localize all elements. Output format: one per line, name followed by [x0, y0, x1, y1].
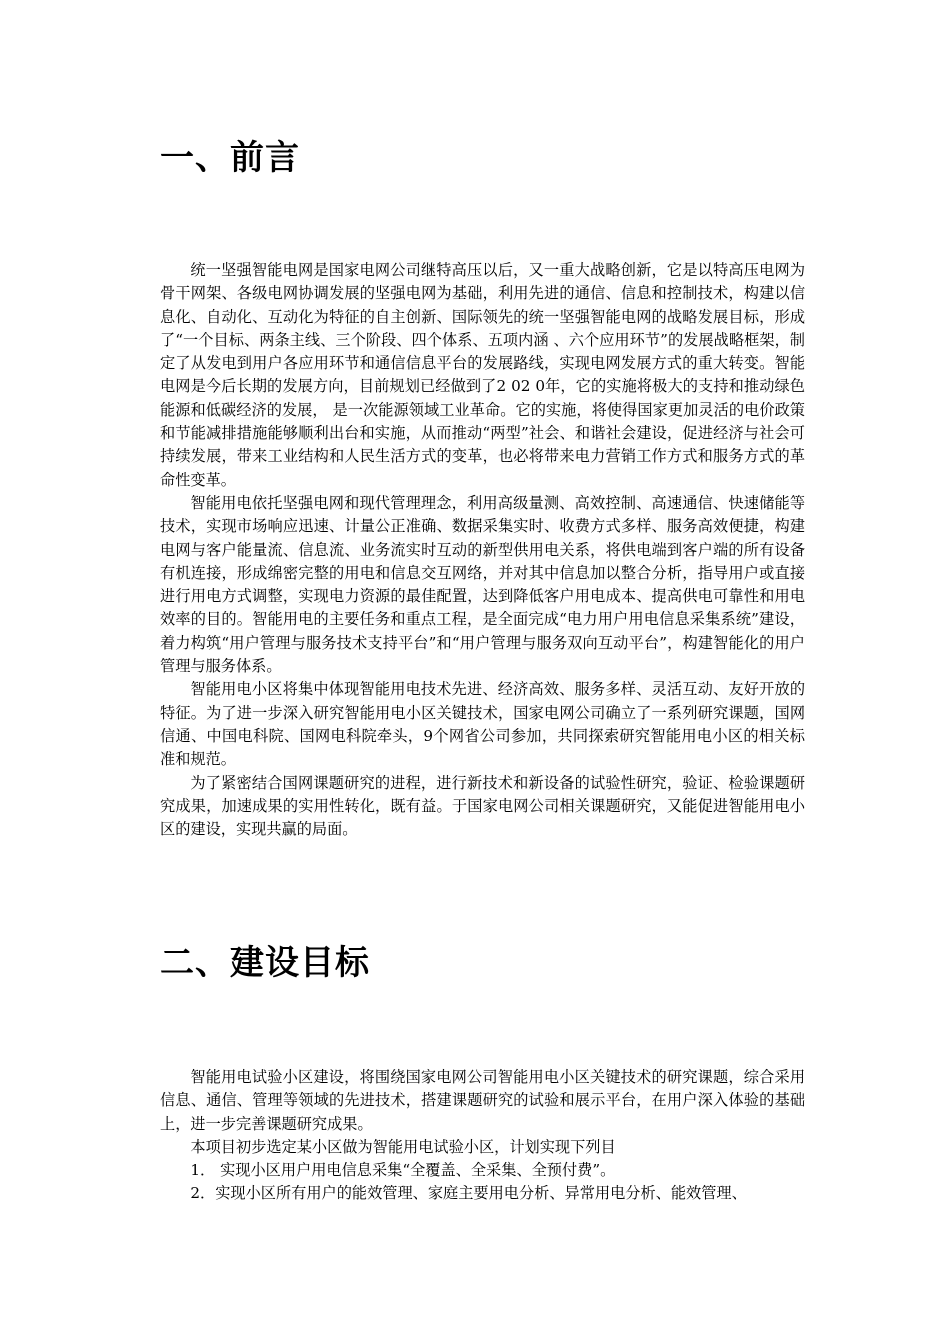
paragraph: 本项目初步选定某小区做为智能用电试验小区，计划实现下列目 — [190, 1137, 616, 1156]
paragraph: 智能用电依托坚强电网和现代管理理念，利用高级量测、高效控制、高速通信、快速储能等技术，实现市场响应迅速、计量公正准确、数据采集实时、收费方式多样、服务高效便捷，构建电网与客户能量流、信息流、业务流实时互动的新型供用电关系，将供电端到客户端的所有设备有机连接，形成绵密完整的用电和信息交互网络，并对其中信息加以整合分析，指导用户或直接进行用电方式调整，实现电力资源的最佳配置，达到降低客户用电成本、提高供电可靠性和用电效率的目的。智能用电的主要任务和重点工程，是全面完成“电力用户用电信息采集系统”建设，着力构筑“用户管理与服务技术支持平台”和“用户管理与服务双向互动平台”，构建智能化的用户管理与服务体系。 — [160, 493, 805, 676]
paragraph: 为了紧密结合国网课题研究的进程，进行新技术和新设备的试验性研究，验证、检验课题研究成果，加速成果的实用性转化，既有益。于国家电网公司相关课题研究，又能促进智能用电小区的建设，实现共赢的局面。 — [160, 773, 805, 839]
section-heading-goals: 二、建设目标 — [160, 943, 370, 983]
section-body-goals — [160, 1066, 805, 1206]
section-heading-preface: 一、前言 — [160, 138, 300, 178]
paragraph: 统一坚强智能电网是国家电网公司继特高压以后，又一重大战略创新，它是以特高压电网为骨干网架、各级电网协调发展的坚强电网为基础，利用先进的通信、信息和控制技术，构建以信息化、自动化、互动化为特征的自主创新、国际领先的统一坚强智能电网的战略发展目标，形成了“一个目标、两条主线、三个阶段、四个体系、五项内涵 、六个应用环节”的发展战略框架，制定了从发电到用户各应用环节和通信信息平台的发展路线，实现电网发展方式的重大转变。智能电网是今后长期的发展方向，目前规划已经做到了2 02 0年，它的实施将极大的支持和推动绿色能源和低碳经济的发展， 是一次能源领域工业革命。它的实施，将使得国家更加灵活的电价政策和节能减排措施能够顺利出台和实施，从而推动“两型”社会、和谐社会建设，促进经济与社会可持续发展，带来工业结构和人民生活方式的变革，也必将带来电力营销工作方式和服务方式的革命性变革。 — [160, 261, 805, 489]
section-body-preface — [160, 259, 805, 841]
paragraph: 智能用电小区将集中体现智能用电技术先进、经济高效、服务多样、灵活互动、友好开放的特征。为了进一步深入研究智能用电小区关键技术，国家电网公司确立了一系列研究课题，国网信通、中国电科院、国网电科院牵头，9个网省公司参加，共同探索研究智能用电小区的相关标准和规范。 — [160, 680, 805, 769]
list-item: 2．实现小区所有用户的能效管理、家庭主要用电分析、异常用电分析、能效管理、 — [190, 1184, 747, 1203]
list-item: 1． 实现小区用户用电信息采集“全覆盖、全采集、全预付费”。 — [190, 1161, 616, 1180]
paragraph: 智能用电试验小区建设，将围绕国家电网公司智能用电小区关键技术的研究课题，综合采用信息、通信、管理等领域的先进技术，搭建课题研究的试验和展示平台，在用户深入体验的基础上，进一步完善课题研究成果。 — [160, 1068, 805, 1133]
